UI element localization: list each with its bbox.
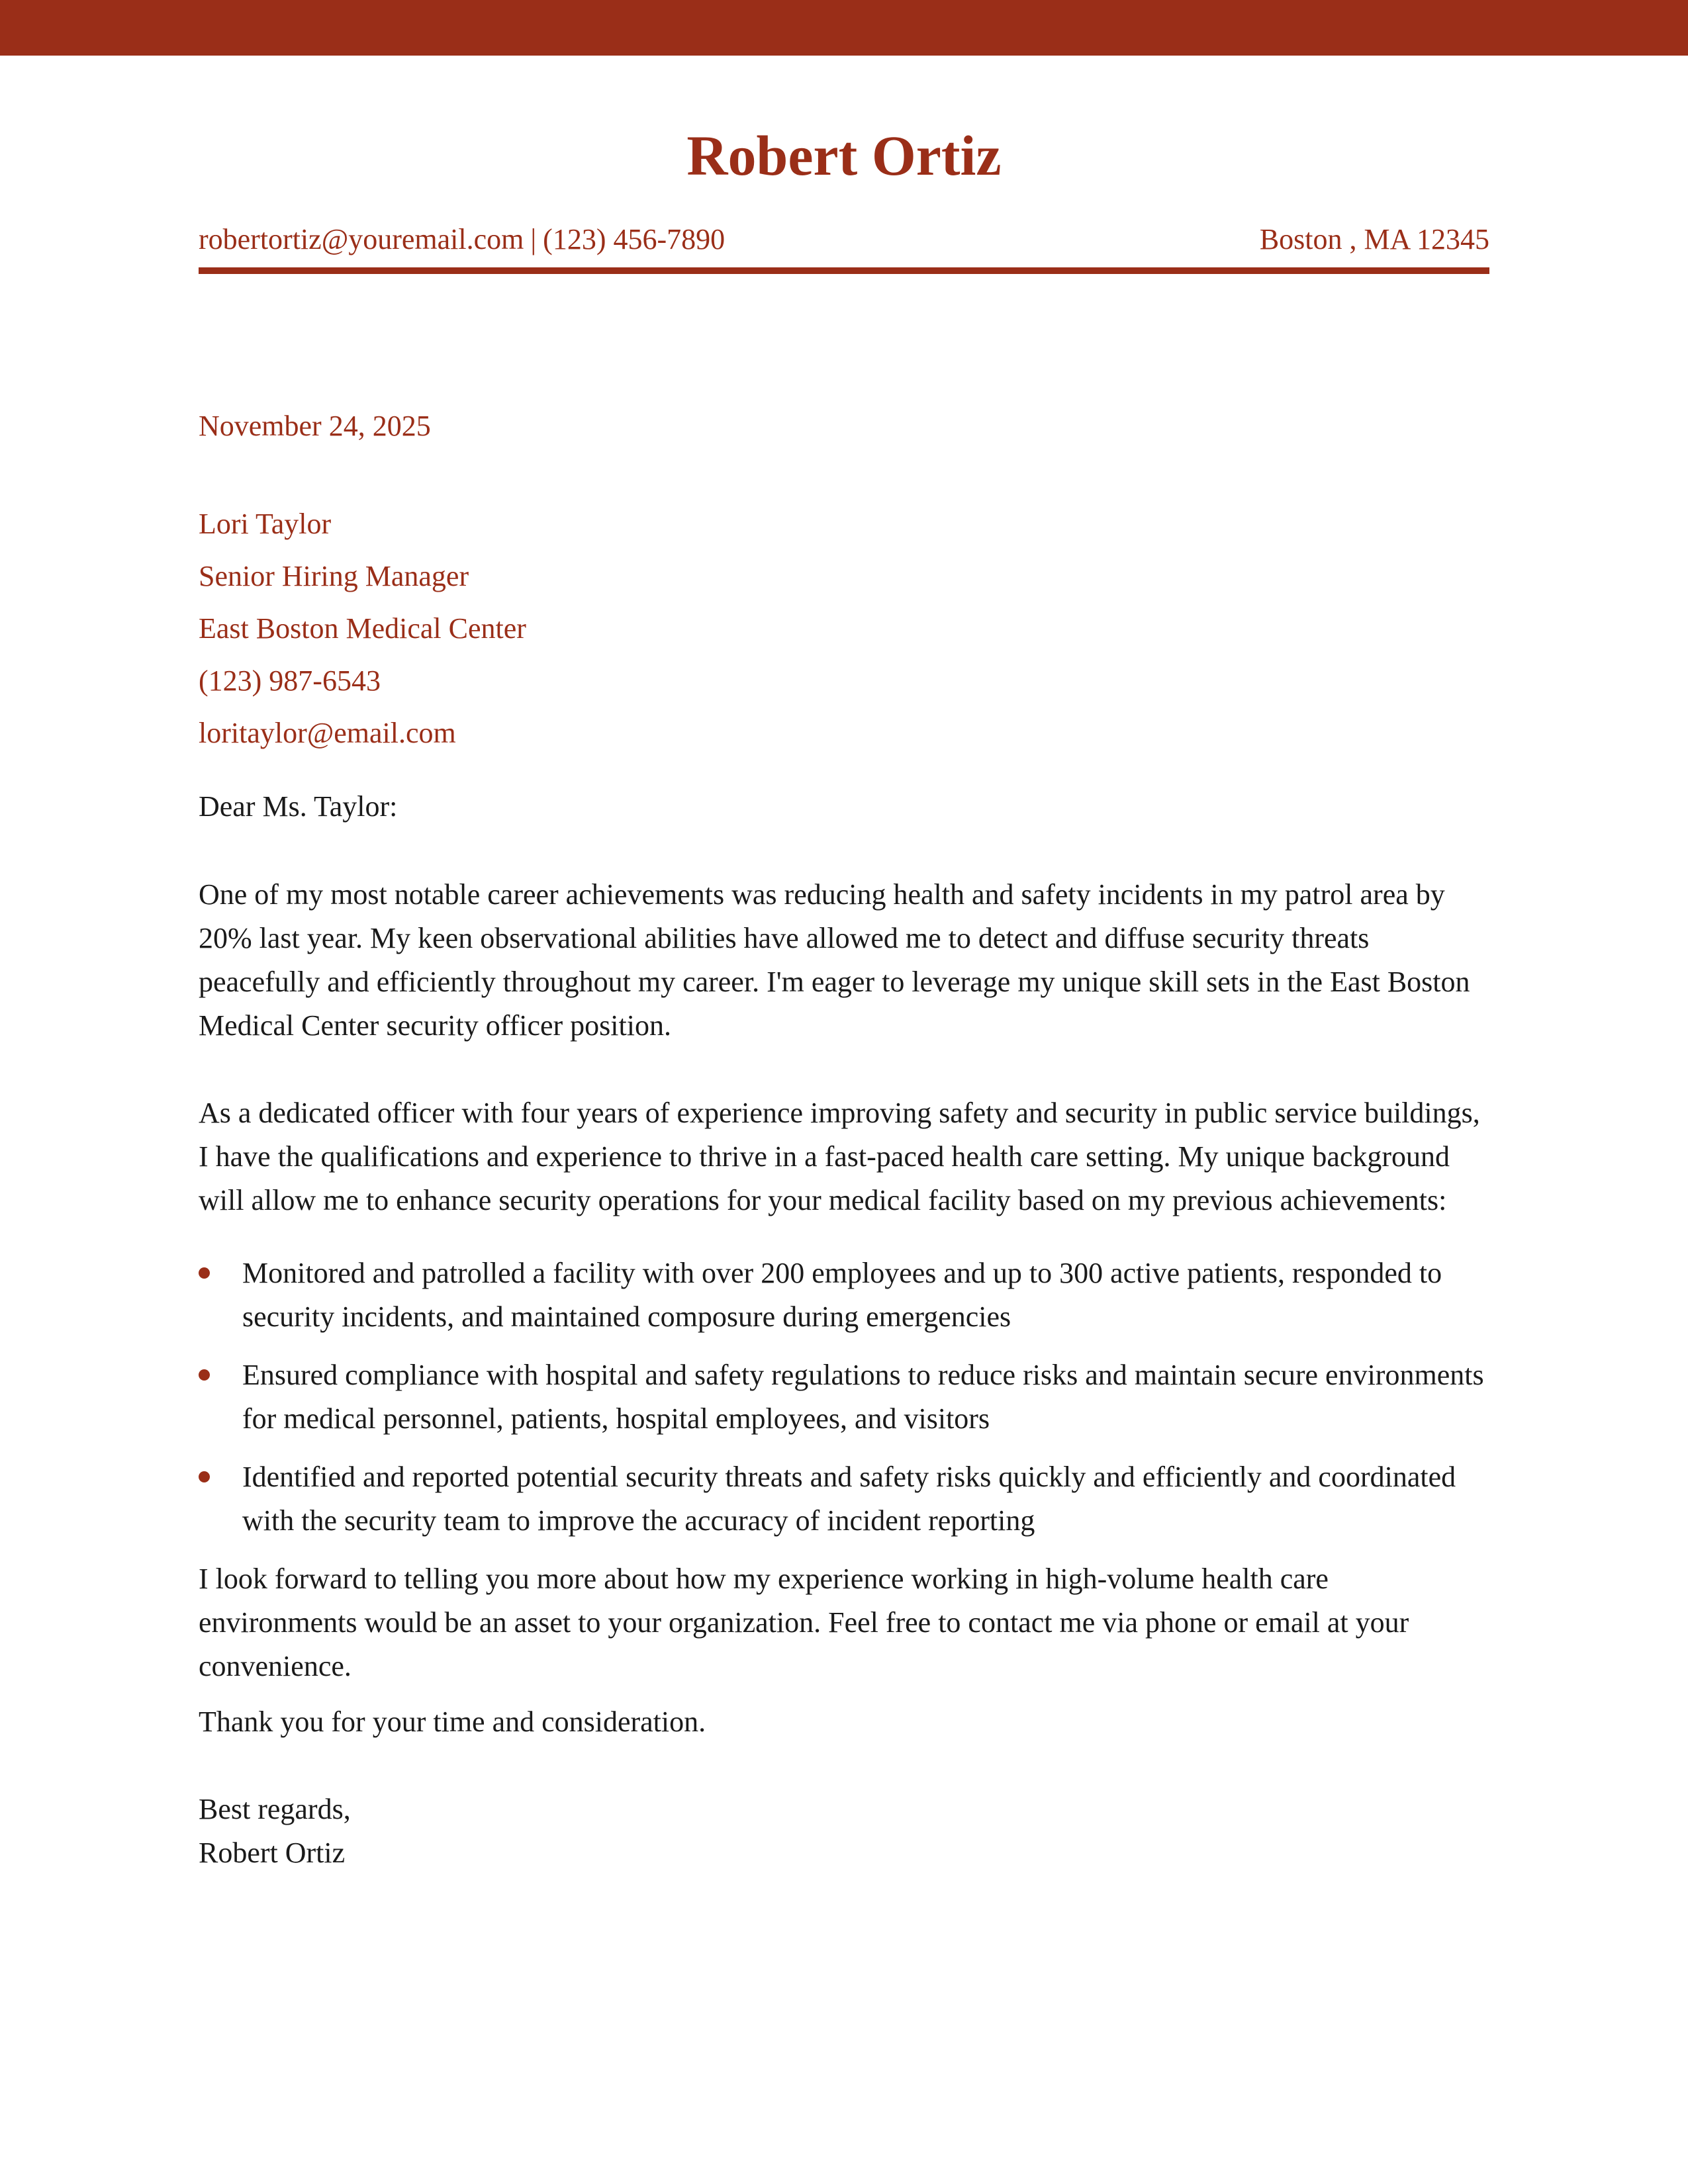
recipient-email: loritaylor@email.com <box>199 717 456 749</box>
bullet-icon <box>199 1369 210 1381</box>
body-paragraph-4: Thank you for your time and consideration. <box>199 1706 706 1738</box>
sender-location: Boston , MA 12345 <box>1259 223 1489 255</box>
recipient-title: Senior Hiring Manager <box>199 560 469 592</box>
list-item <box>199 1353 1489 1441</box>
bullet-icon <box>199 1471 210 1482</box>
signature-name: Robert Ortiz <box>199 1837 346 1869</box>
list-item-text: Monitored and patrolled a facility with over 200 employees and up to 300 active patients, responded to security incidents, and maintained composure during emergencies <box>242 1257 1442 1333</box>
sender-email: robertortiz@youremail.com <box>199 223 524 255</box>
header-divider <box>199 267 1489 274</box>
body-paragraph-2: As a dedicated officer with four years of experience improving safety and security in public service buildings, I have the qualifications and experience to thrive in a fast-paced health care setting. My unique background will allow me to enhance security operations for your medical facility based on my previous achievements: <box>199 1097 1480 1216</box>
closing-block <box>199 1788 1489 1875</box>
salutation: Dear Ms. Taylor: <box>199 790 398 823</box>
recipient-phone: (123) 987-6543 <box>199 664 381 697</box>
contact-left <box>199 225 725 254</box>
recipient-name: Lori Taylor <box>199 508 332 540</box>
sender-name: Robert Ortiz <box>686 124 1002 187</box>
letter-page <box>199 56 1489 1875</box>
contact-separator: | <box>530 223 537 255</box>
list-item <box>199 1251 1489 1339</box>
letter-date: November 24, 2025 <box>199 410 431 442</box>
list-item-text: Ensured compliance with hospital and safety regulations to reduce risks and maintain secure environments for medical personnel, patients, hospital employees, and visitors <box>242 1359 1484 1435</box>
top-accent-band <box>0 0 1688 56</box>
recipient-block <box>199 510 1489 771</box>
bullet-icon <box>199 1267 210 1279</box>
recipient-company: East Boston Medical Center <box>199 612 526 645</box>
list-item <box>199 1455 1489 1543</box>
sender-phone: (123) 456-7890 <box>543 223 726 255</box>
list-item-text: Identified and reported potential security threats and safety risks quickly and efficiently and coordinated with the security team to improve the accuracy of incident reporting <box>242 1461 1456 1537</box>
valediction: Best regards, <box>199 1793 351 1825</box>
body-paragraph-1: One of my most notable career achievements was reducing health and safety incidents in my patrol area by 20% last year. My keen observational abilities have allowed me to detect and diffuse security threats peacefully and efficiently throughout my career. I'm eager to leverage my unique skill sets in the East Boston Medical Center security officer position. <box>199 878 1470 1042</box>
contact-row <box>199 225 1489 254</box>
body-paragraph-3: I look forward to telling you more about how my experience working in high-volume health care environments would be an asset to your organization. Feel free to contact me via phone or email at your convenience. <box>199 1563 1409 1682</box>
achievements-list <box>199 1251 1489 1543</box>
